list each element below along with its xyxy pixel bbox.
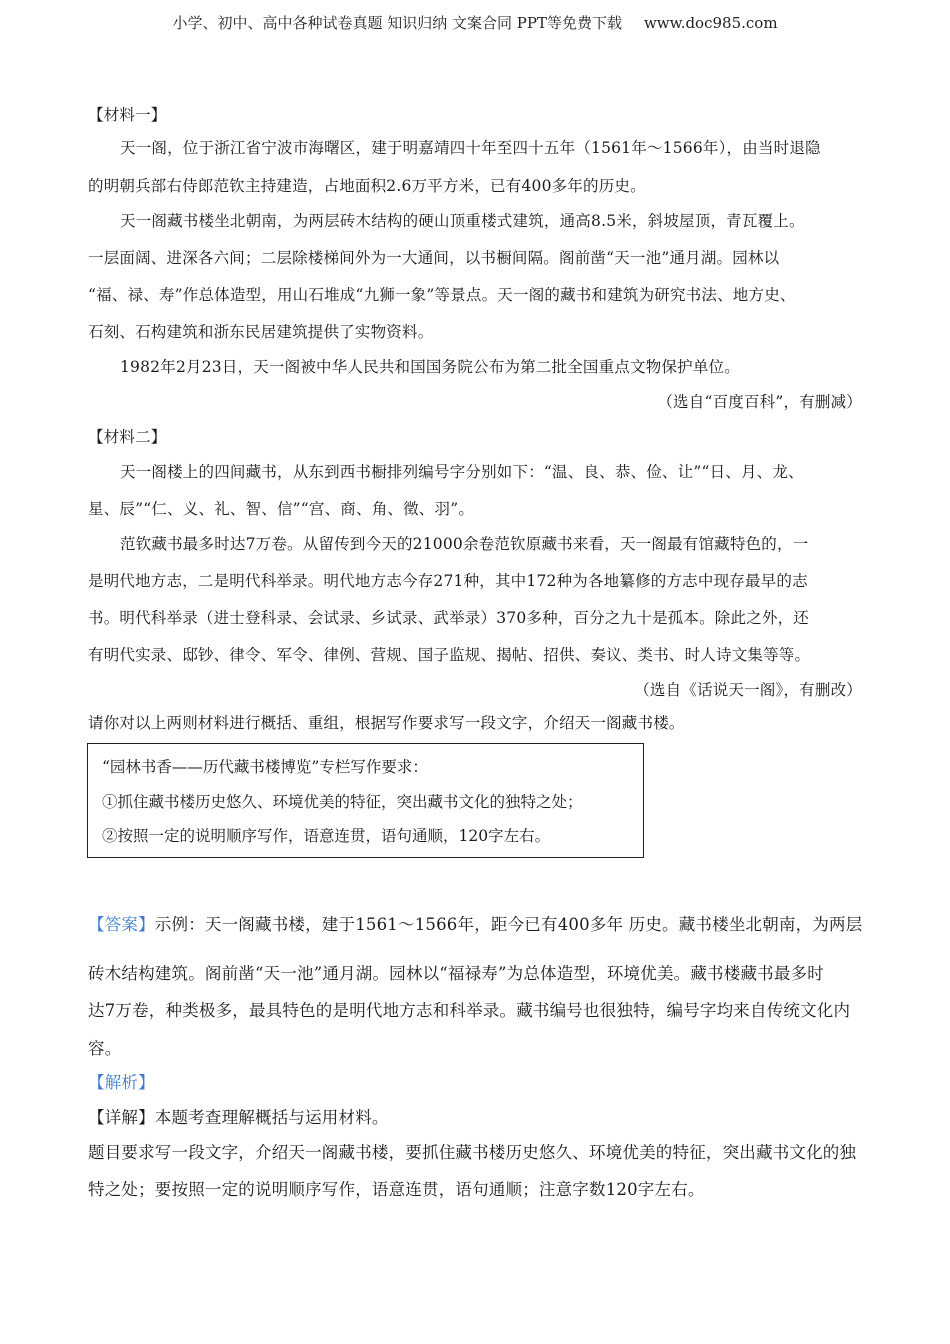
requirement-item: ②按照一定的说明顺序写作，语意连贯，语句通顺，120字左右。 <box>102 827 551 845</box>
detail-text: 本题考查理解概括与运用材料。 <box>154 1108 389 1127</box>
writing-requirements-box <box>87 743 644 858</box>
answer-text: 示例：天一阁藏书楼，建于1561～1566年，距今已有400多年 历史。藏书楼坐北朝南，为两层 <box>154 915 863 934</box>
answer-line: 砖木结构建筑。阁前凿“天一池”通月湖。园林以“福禄寿”为总体造型，环境优美。藏书楼藏书最多时 <box>88 964 824 983</box>
material1-line: 天一阁，位于浙江省宁波市海曙区，建于明嘉靖四十年至四十五年（1561年～1566年），由当时退隐 <box>120 139 821 157</box>
requirement-item: ①抓住藏书楼历史悠久、环境优美的特征，突出藏书文化的独特之处； <box>102 793 583 811</box>
material2-line: 是明代地方志，二是明代科举录。明代地方志今存271种，其中172种为各地纂修的方志中现存最早的志 <box>88 572 808 590</box>
task-instruction: 请你对以上两则材料进行概括、重组，根据写作要求写一段文字，介绍天一阁藏书楼。 <box>88 714 685 732</box>
answer-line: 达7万卷，种类极多，最具特色的是明代地方志和科举录。藏书编号也很独特，编号字均来自传统文化内 <box>88 1001 851 1020</box>
material1-line: 天一阁藏书楼坐北朝南，为两层砖木结构的硬山顶重楼式建筑，通高8.5米，斜坡屋顶，青瓦覆上。 <box>120 212 805 230</box>
answer-tag: 【答案】 <box>88 915 155 934</box>
detail-line <box>88 1104 389 1128</box>
material2-heading: 【材料二】 <box>88 428 167 446</box>
header-site-link[interactable]: www.doc985.com <box>643 14 778 32</box>
requirements-title: “园林书香——历代藏书楼博览”专栏写作要求： <box>102 758 428 776</box>
material1-line: 的明朝兵部右侍郎范钦主持建造，占地面积2.6万平方米，已有400多年的历史。 <box>88 177 646 195</box>
header-text: 小学、初中、高中各种试卷真题 知识归纳 文案合同 PPT等免费下载 <box>172 14 622 32</box>
material1-line: 1982年2月23日，天一阁被中华人民共和国国务院公布为第二批全国重点文物保护单位。 <box>120 358 740 376</box>
detail-tag: 【详解】 <box>88 1108 155 1127</box>
answer-first-line <box>88 911 862 935</box>
material2-line: 书。明代科举录（进士登科录、会试录、乡试录、武举录）370多种，百分之九十是孤本。除此之外，还 <box>88 609 809 627</box>
material1-line: “福、禄、寿”作总体造型，用山石堆成“九狮一象”等景点。天一阁的藏书和建筑为研究书法、地方史、 <box>88 286 796 304</box>
material1-source: （选自“百度百科”，有删减） <box>657 393 862 411</box>
material2-line: 有明代实录、邸钞、律令、军令、律例、营规、国子监规、揭帖、招供、奏议、类书、时人诗文集等等。 <box>88 646 811 664</box>
analysis-line: 题目要求写一段文字，介绍天一阁藏书楼，要抓住藏书楼历史悠久、环境优美的特征，突出藏书文化的独 <box>88 1143 857 1162</box>
material1-heading: 【材料一】 <box>88 106 167 124</box>
material1-line: 石刻、石构建筑和浙东民居建筑提供了实物资料。 <box>88 323 434 341</box>
material2-line: 范钦藏书最多时达7万卷。从留传到今天的21000余卷范钦原藏书来看，天一阁最有馆藏特色的，一 <box>120 535 809 553</box>
analysis-line: 特之处；要按照一定的说明顺序写作，语意连贯，语句通顺；注意字数120字左右。 <box>88 1180 705 1199</box>
answer-line: 容。 <box>88 1039 122 1058</box>
material2-source: （选自《话说天一阁》，有删改） <box>634 681 862 699</box>
material1-line: 一层面阔、进深各六间；二层除楼梯间外为一大通间，以书橱间隔。阁前凿“天一池”通月湖。园林以 <box>88 249 780 267</box>
analysis-tag: 【解析】 <box>88 1073 155 1092</box>
page-header <box>0 12 950 33</box>
material2-line: 星、辰”“仁、义、礼、智、信”“宫、商、角、徵、羽”。 <box>88 500 475 518</box>
material2-line: 天一阁楼上的四间藏书，从东到西书橱排列编号字分别如下：“温、良、恭、俭、让”“日、月、龙、 <box>120 463 804 481</box>
